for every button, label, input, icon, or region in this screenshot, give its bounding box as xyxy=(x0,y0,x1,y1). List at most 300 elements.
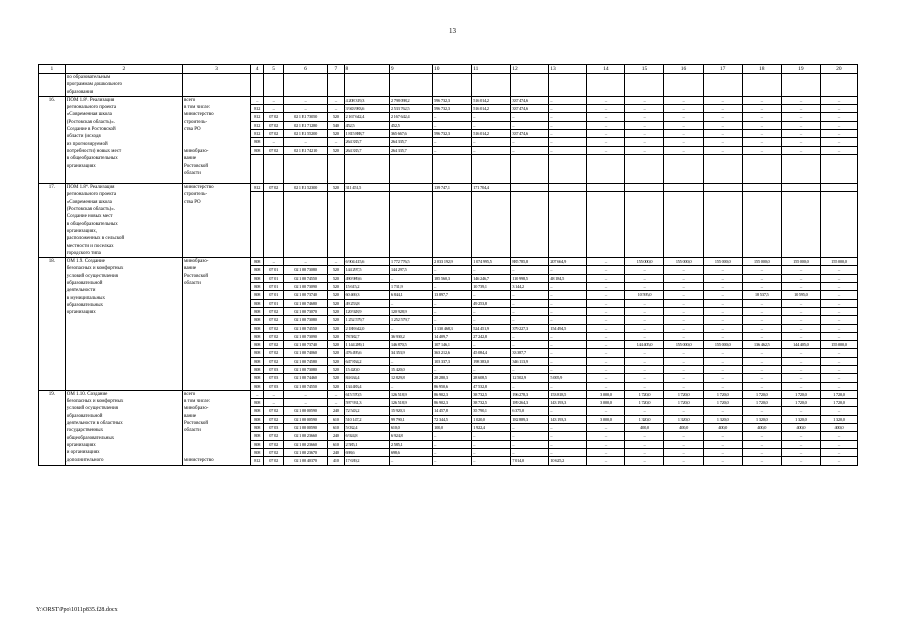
value-cell: – xyxy=(511,316,549,324)
value-cell: – xyxy=(433,307,472,315)
value-cell: – xyxy=(625,324,664,332)
value-cell: 1 130 468,3 xyxy=(433,324,472,332)
empty-cell xyxy=(703,74,742,97)
value-cell: – xyxy=(549,366,587,374)
value-cell: – xyxy=(703,266,742,274)
value-cell: 596 732,3 xyxy=(433,105,472,113)
value-cell: – xyxy=(587,291,625,299)
value-cell: – xyxy=(742,374,781,382)
value-cell: – xyxy=(549,357,587,365)
value-cell: – xyxy=(472,448,511,456)
value-cell: – xyxy=(472,113,511,121)
value-cell: 337 474,6 xyxy=(511,96,549,104)
value-cell: – xyxy=(587,432,625,440)
value-cell: – xyxy=(664,299,703,307)
value-cell: 07 02 xyxy=(264,184,284,192)
value-cell: 72 344,5 xyxy=(433,415,472,423)
value-cell: – xyxy=(587,283,625,291)
value-cell: – xyxy=(820,274,857,282)
value-cell: – xyxy=(742,266,781,274)
value-cell: 15 420,0 xyxy=(389,366,432,374)
value-cell: 1 252 579,7 xyxy=(389,316,432,324)
event-name: ОМ 1.9. Создание безопасных и комфортных условий осуществления образовательной деятельности в муниципальных образовательных организациях xyxy=(65,258,182,391)
value-cell xyxy=(389,184,432,192)
value-cell: – xyxy=(328,96,344,104)
value-cell: – xyxy=(328,105,344,113)
value-cell: 07 02 xyxy=(264,432,284,440)
value-cell: 07 02 xyxy=(264,457,284,465)
value-cell: – xyxy=(703,374,742,382)
value-cell: – xyxy=(389,274,432,282)
value-cell: 07 02 xyxy=(264,415,284,423)
value-cell: 12 829,8 xyxy=(389,374,432,382)
event-name: ПОМ 1.8⁴. Реализация регионального проекта «Современная школа (Ростовская область)». Создание новых мест в общеобразовательных организациях, расположенных в сельской местности и поселках городского типа xyxy=(65,184,182,258)
value-cell: 808 xyxy=(250,307,263,315)
value-cell: – xyxy=(742,407,781,415)
value-cell: 144 297,5 xyxy=(389,266,432,274)
empty-cell xyxy=(328,192,344,258)
row-number: 16. xyxy=(39,96,66,183)
value-cell: – xyxy=(664,130,703,138)
value-cell: 311 451,5 xyxy=(344,184,389,192)
empty-cell xyxy=(703,154,742,183)
value-cell: – xyxy=(587,366,625,374)
value-cell: 812 xyxy=(250,457,263,465)
value-cell: 45 084,4 xyxy=(472,349,511,357)
event-name: ПОМ 1.8¹. Реализация регионального проекта «Современная школа (Ростовская область)». Создание в Ростовской области (исходя из прогнозируемой потребности) новых мест в общеобразовательных организациях xyxy=(65,96,182,183)
value-cell: 808 xyxy=(250,399,263,407)
value-cell: 126 518,9 xyxy=(389,399,432,407)
value-cell: – xyxy=(587,130,625,138)
column-header-10: 10 xyxy=(433,65,472,74)
value-cell: 808 xyxy=(250,283,263,291)
value-cell: 02 1 E1 74210 xyxy=(283,146,327,154)
value-cell: 1 320,0 xyxy=(625,415,664,423)
value-cell: 2 585,1 xyxy=(344,440,389,448)
value-cell: – xyxy=(549,316,587,324)
value-cell: 02 1 00 73090 xyxy=(283,332,327,340)
section-18-row xyxy=(39,258,858,266)
value-cell: – xyxy=(703,366,742,374)
value-cell: – xyxy=(328,390,344,398)
value-cell: 1 720,0 xyxy=(664,390,703,398)
value-cell: 647 834,2 xyxy=(344,357,389,365)
value-cell: – xyxy=(664,374,703,382)
value-cell: 808 xyxy=(250,299,263,307)
continuation-row xyxy=(39,74,858,97)
event-name: ОМ 1.10. Создание безопасных и комфортных условий осуществления образовательной деятельности в областных государственных общеобразовательных организациях и организациях дополнительного xyxy=(65,390,182,465)
value-cell: 198 383,0 xyxy=(472,357,511,365)
value-cell: – xyxy=(742,440,781,448)
value-cell: – xyxy=(781,266,820,274)
value-cell: 107 146,1 xyxy=(433,341,472,349)
value-cell: – xyxy=(664,307,703,315)
value-cell: – xyxy=(742,146,781,154)
value-cell: – xyxy=(433,138,472,146)
value-cell: – xyxy=(664,113,703,121)
column-header-6: 6 xyxy=(283,65,327,74)
value-cell: – xyxy=(511,432,549,440)
value-cell: – xyxy=(625,283,664,291)
value-cell: 02 1 00 74460 xyxy=(283,374,327,382)
value-cell: 812 xyxy=(250,113,263,121)
value-cell: 139 747,1 xyxy=(433,184,472,192)
value-cell: 143 193,3 xyxy=(549,399,587,407)
value-cell: – xyxy=(549,332,587,340)
value-cell: 610 xyxy=(328,440,344,448)
empty-cell xyxy=(264,154,284,183)
value-cell: – xyxy=(664,274,703,282)
value-cell: 365 667,6 xyxy=(389,130,432,138)
value-cell: 808 xyxy=(250,448,263,456)
column-header-18: 18 xyxy=(742,65,781,74)
executor: всего в том числе: министерство строитель- ства РО минобразо- вание Ростовской области xyxy=(183,96,251,183)
value-cell: – xyxy=(820,407,857,415)
row-number: 18. xyxy=(39,258,66,391)
empty-cell xyxy=(511,74,549,97)
value-cell: 60 469,3 xyxy=(344,291,389,299)
value-cell: 1 720,0 xyxy=(742,399,781,407)
value-cell: – xyxy=(781,357,820,365)
empty-cell xyxy=(742,74,781,97)
value-cell: 02 1 00 23660 xyxy=(283,432,327,440)
value-cell: 520 xyxy=(328,291,344,299)
value-cell: – xyxy=(283,258,327,266)
value-cell: 07 02 xyxy=(264,407,284,415)
value-cell: 808 xyxy=(250,146,263,154)
value-cell: 516 014,2 xyxy=(472,96,511,104)
value-cell: – xyxy=(625,332,664,340)
value-cell: 520 xyxy=(328,299,344,307)
value-cell: 33 387,7 xyxy=(511,349,549,357)
value-cell: – xyxy=(472,432,511,440)
value-cell: 07 01 xyxy=(264,283,284,291)
value-cell: 134 483,4 xyxy=(344,382,389,390)
value-cell: 07 02 xyxy=(264,324,284,332)
value-cell: – xyxy=(587,266,625,274)
value-cell: – xyxy=(283,138,327,146)
value-cell: 120 928,9 xyxy=(344,307,389,315)
value-cell: 07 03 xyxy=(264,374,284,382)
value-cell: – xyxy=(820,96,857,104)
value-cell: – xyxy=(703,138,742,146)
empty-cell xyxy=(389,192,432,258)
value-cell: – xyxy=(549,349,587,357)
value-cell: 596 732,3 xyxy=(433,96,472,104)
value-cell: 185 560,3 xyxy=(433,274,472,282)
value-cell: – xyxy=(587,324,625,332)
value-cell: – xyxy=(742,307,781,315)
value-cell: 698,6 xyxy=(389,448,432,456)
value-cell: 2 033 192,9 xyxy=(433,258,472,266)
value-cell: – xyxy=(781,440,820,448)
value-cell: 5 032,4 xyxy=(344,424,389,432)
value-cell: – xyxy=(742,96,781,104)
empty-cell xyxy=(328,154,344,183)
empty-cell xyxy=(344,74,389,97)
value-cell: – xyxy=(549,96,587,104)
value-cell: – xyxy=(389,324,432,332)
value-cell: – xyxy=(549,138,587,146)
value-cell: – xyxy=(820,105,857,113)
value-cell: 264 335,7 xyxy=(389,138,432,146)
value-cell: 808 xyxy=(250,440,263,448)
value-cell: 07 03 xyxy=(264,366,284,374)
value-cell: – xyxy=(742,332,781,340)
value-cell: – xyxy=(511,138,549,146)
value-cell: – xyxy=(250,96,263,104)
value-cell: 1 720,0 xyxy=(703,399,742,407)
value-cell: 2 585,1 xyxy=(389,440,432,448)
value-cell: 400,0 xyxy=(781,424,820,432)
value-cell: – xyxy=(511,121,549,129)
value-cell: – xyxy=(625,274,664,282)
value-cell: 452,5 xyxy=(344,121,389,129)
value-cell: 155 000,0 xyxy=(781,258,820,266)
value-cell: 1 320,0 xyxy=(781,415,820,423)
value-cell: – xyxy=(587,382,625,390)
empty-cell xyxy=(742,154,781,183)
event-name: по образовательным программам дошкольного образования xyxy=(65,74,182,97)
value-cell: – xyxy=(781,374,820,382)
value-cell: 520 xyxy=(328,357,344,365)
value-cell: 02 1 00 73080 xyxy=(283,266,327,274)
value-cell: 520 xyxy=(328,184,344,192)
value-cell: – xyxy=(511,113,549,121)
value-cell: – xyxy=(283,105,327,113)
value-cell: – xyxy=(625,146,664,154)
value-cell: 520 xyxy=(328,332,344,340)
empty-cell xyxy=(587,74,625,97)
value-cell: – xyxy=(625,105,664,113)
value-cell: – xyxy=(511,440,549,448)
value-cell: 07 02 xyxy=(264,307,284,315)
value-cell: 524 451,9 xyxy=(472,324,511,332)
value-cell: 02 1 00 40370 xyxy=(283,457,327,465)
value-cell: 7 014,0 xyxy=(511,457,549,465)
value-cell: 400,0 xyxy=(742,424,781,432)
empty-cell xyxy=(472,192,511,258)
value-cell: 02 1 E1 52300 xyxy=(283,184,327,192)
value-cell: – xyxy=(781,96,820,104)
value-cell: – xyxy=(781,316,820,324)
value-cell: – xyxy=(820,299,857,307)
value-cell: – xyxy=(549,283,587,291)
value-cell xyxy=(549,184,587,192)
empty-cell xyxy=(250,154,263,183)
value-cell: 1 720,0 xyxy=(781,390,820,398)
value-cell: – xyxy=(250,390,263,398)
empty-cell xyxy=(472,154,511,183)
empty-cell xyxy=(472,74,511,97)
value-cell: 596 732,3 xyxy=(433,130,472,138)
column-header-12: 12 xyxy=(511,65,549,74)
value-cell: – xyxy=(703,357,742,365)
value-cell: – xyxy=(781,274,820,282)
value-cell: 02 1 00 74680 xyxy=(283,299,327,307)
value-cell: – xyxy=(433,299,472,307)
value-cell: – xyxy=(703,349,742,357)
value-cell: – xyxy=(664,440,703,448)
empty-cell xyxy=(250,192,263,258)
value-cell: 516 014,2 xyxy=(472,105,511,113)
value-cell: – xyxy=(664,448,703,456)
value-cell: 49 253,8 xyxy=(344,299,389,307)
value-cell: – xyxy=(703,130,742,138)
value-cell: 2 188 642,0 xyxy=(344,324,389,332)
value-cell: 18 537,5 xyxy=(742,291,781,299)
value-cell: – xyxy=(511,332,549,340)
value-cell: 1 074 995,5 xyxy=(472,258,511,266)
value-cell: 02 1 00 73740 xyxy=(283,341,327,349)
value-cell: – xyxy=(703,457,742,465)
value-cell: – xyxy=(549,341,587,349)
value-cell: 808 xyxy=(250,415,263,423)
value-cell: 520 xyxy=(328,274,344,282)
value-cell: 07 02 xyxy=(264,121,284,129)
empty-cell xyxy=(587,192,625,258)
value-cell: – xyxy=(703,448,742,456)
section-19-row xyxy=(39,390,858,398)
value-cell: 1 815 888,7 xyxy=(344,130,389,138)
value-cell: 808 xyxy=(250,138,263,146)
value-cell: 520 xyxy=(328,283,344,291)
value-cell: – xyxy=(549,105,587,113)
value-cell: – xyxy=(433,448,472,456)
value-cell: 6 375,0 xyxy=(511,407,549,415)
value-cell: 1 922,4 xyxy=(472,424,511,432)
value-cell: – xyxy=(820,266,857,274)
value-cell: – xyxy=(472,316,511,324)
value-cell: – xyxy=(742,113,781,121)
value-cell: – xyxy=(625,357,664,365)
empty-cell xyxy=(344,154,389,183)
value-cell: – xyxy=(264,258,284,266)
value-cell: 476 495,6 xyxy=(344,349,389,357)
value-cell: – xyxy=(664,316,703,324)
value-cell: 189 264,3 xyxy=(511,399,549,407)
value-cell: 6 844,1 xyxy=(389,291,432,299)
value-cell: 337 474,6 xyxy=(511,105,549,113)
value-cell: – xyxy=(587,440,625,448)
value-cell: 07 01 xyxy=(264,299,284,307)
empty-cell xyxy=(250,74,263,97)
value-cell: 520 xyxy=(328,316,344,324)
value-cell: 2 167 642,4 xyxy=(344,113,389,121)
value-cell: – xyxy=(587,357,625,365)
value-cell: 452,5 xyxy=(389,121,432,129)
value-cell: 1 320,0 xyxy=(742,415,781,423)
value-cell: 808 xyxy=(250,424,263,432)
value-cell: – xyxy=(511,146,549,154)
value-cell: 155 000,0 xyxy=(820,258,857,266)
value-cell: 520 xyxy=(328,374,344,382)
value-cell: – xyxy=(820,324,857,332)
value-cell: – xyxy=(625,138,664,146)
value-cell: – xyxy=(511,299,549,307)
value-cell: – xyxy=(433,121,472,129)
value-cell: – xyxy=(742,357,781,365)
value-cell: – xyxy=(389,457,432,465)
value-cell: 07 02 xyxy=(264,146,284,154)
column-header-11: 11 xyxy=(472,65,511,74)
value-cell: 2 798 098,2 xyxy=(389,96,432,104)
value-cell: 153 818,5 xyxy=(549,390,587,398)
value-cell: – xyxy=(703,113,742,121)
value-cell: 07 01 xyxy=(264,291,284,299)
value-cell: 1 731,9 xyxy=(389,283,432,291)
value-cell: 10 739,1 xyxy=(472,283,511,291)
value-cell: – xyxy=(781,113,820,121)
value-cell: – xyxy=(472,440,511,448)
value-cell: 02 1 00 23670 xyxy=(283,448,327,456)
value-cell: – xyxy=(587,105,625,113)
value-cell: – xyxy=(625,440,664,448)
value-cell: 812 xyxy=(250,130,263,138)
value-cell: – xyxy=(781,105,820,113)
value-cell: – xyxy=(549,407,587,415)
value-cell: 36 930,2 xyxy=(389,332,432,340)
value-cell: – xyxy=(703,96,742,104)
value-cell: – xyxy=(703,146,742,154)
value-cell: 540 xyxy=(328,121,344,129)
value-cell: – xyxy=(820,440,857,448)
empty-cell xyxy=(511,154,549,183)
value-cell: 1 720,0 xyxy=(820,399,857,407)
value-cell: 1 772 776,5 xyxy=(389,258,432,266)
empty-cell xyxy=(511,192,549,258)
value-cell: – xyxy=(703,291,742,299)
value-cell: – xyxy=(549,266,587,274)
value-cell: 02 1 00 74060 xyxy=(283,349,327,357)
value-cell: – xyxy=(664,357,703,365)
value-cell: 400,0 xyxy=(625,424,664,432)
value-cell: 520 xyxy=(328,341,344,349)
value-cell: 520 xyxy=(328,382,344,390)
value-cell: 02 1 00 00590 xyxy=(283,424,327,432)
value-cell: – xyxy=(328,399,344,407)
value-cell: 3 000,0 xyxy=(587,415,625,423)
value-cell: – xyxy=(781,138,820,146)
value-cell: 808 xyxy=(250,366,263,374)
value-cell: – xyxy=(781,130,820,138)
value-cell: 171 704,4 xyxy=(472,184,511,192)
value-cell: – xyxy=(781,366,820,374)
value-cell: 6 924,8 xyxy=(389,432,432,440)
value-cell: – xyxy=(587,349,625,357)
value-cell: – xyxy=(472,307,511,315)
value-cell: 610 xyxy=(328,415,344,423)
value-cell: 38 732,5 xyxy=(472,399,511,407)
value-cell: 264 335,7 xyxy=(344,146,389,154)
value-cell: 410 xyxy=(328,457,344,465)
value-cell: – xyxy=(703,407,742,415)
value-cell: 12 502,9 xyxy=(511,374,549,382)
value-cell: – xyxy=(664,457,703,465)
empty-cell xyxy=(183,74,251,97)
value-cell: – xyxy=(264,138,284,146)
value-cell: – xyxy=(433,146,472,154)
value-cell: – xyxy=(587,138,625,146)
value-cell: 100,0 xyxy=(433,424,472,432)
empty-cell xyxy=(549,154,587,183)
value-cell: 2 167 642,4 xyxy=(389,113,432,121)
value-cell: 07 02 xyxy=(264,440,284,448)
value-cell: – xyxy=(742,299,781,307)
value-cell: – xyxy=(328,138,344,146)
column-header-15: 15 xyxy=(625,65,664,74)
empty-cell xyxy=(664,192,703,258)
